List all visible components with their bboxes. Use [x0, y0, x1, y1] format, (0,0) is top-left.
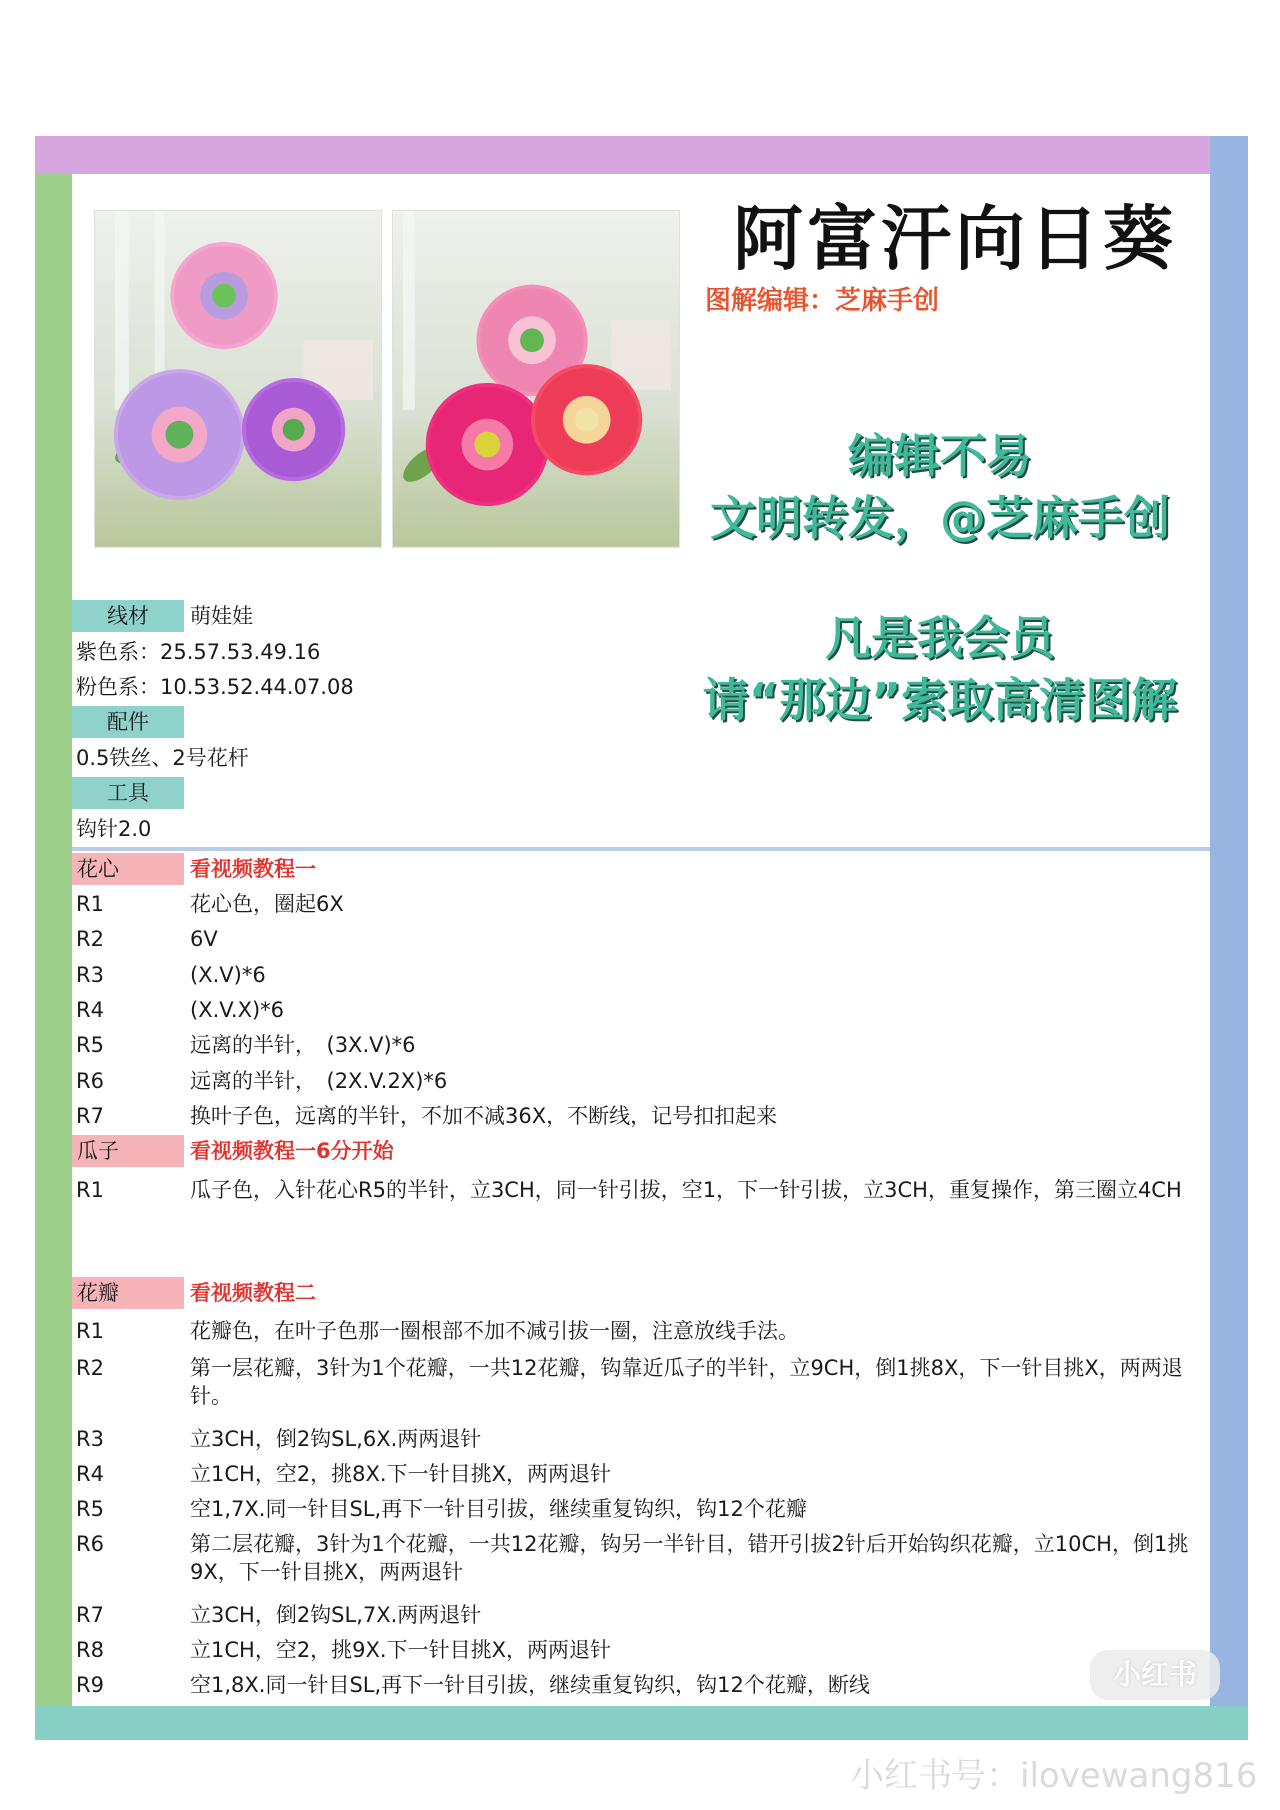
tool-label: 工具	[72, 777, 184, 809]
round-instruction: 空1,7X.同一针目SL,再下一针目引拔，继续重复钩织，钩12个花瓣	[190, 1497, 807, 1521]
promo-line-2: 文明转发，@芝麻手创	[710, 491, 1170, 545]
round-label: R6	[76, 1532, 104, 1556]
photo-pink-flowers	[392, 210, 680, 548]
round-instruction: 第一层花瓣，3针为1个花瓣，一共12花瓣，钩靠近瓜子的半针，立9CH，倒1挑8X，下一针目挑X，两两退针。	[190, 1356, 1183, 1408]
photo-purple-flowers	[94, 210, 382, 548]
round-instruction: 花心色，圈起6X	[190, 892, 344, 916]
round-instruction: 花瓣色，在叶子色那一圈根部不加不减引拔一圈，注意放线手法。	[190, 1319, 799, 1343]
yarn-value: 萌娃娃	[190, 604, 253, 628]
round-label: R3	[76, 963, 104, 987]
section-label-seed: 瓜子	[72, 1135, 184, 1167]
round-instruction: 瓜子色，入针花心R5的半针，立3CH，同一针引拔，空1，下一针引拔，立3CH，重复操作，第三圈立4CH	[190, 1178, 1182, 1202]
accessory-label: 配件	[72, 706, 184, 738]
round-instruction: 立1CH，空2，挑9X.下一针目挑X，两两退针	[190, 1638, 611, 1662]
round-instruction: 第二层花瓣，3针为1个花瓣，一共12花瓣，钩另一半针目，错开引拔2针后开始钩织花瓣，立10CH，倒1挑9X，下一针目挑X，两两退针	[190, 1532, 1189, 1584]
watermark-id-line: 小红书号：ilovewang816	[850, 1756, 1258, 1796]
round-label: R6	[76, 1069, 104, 1093]
round-label: R2	[76, 927, 104, 951]
round-instruction: 立1CH，空2，挑8X.下一针目挑X，两两退针	[190, 1462, 611, 1486]
section-title-flower-center: 看视频教程一	[190, 857, 316, 881]
round-label: R3	[76, 1427, 104, 1451]
round-label: R9	[76, 1673, 104, 1697]
yarn-label: 线材	[72, 600, 184, 632]
watermark-badge: 小红书	[1090, 1650, 1220, 1700]
frame-top-bar	[35, 136, 1210, 174]
round-instruction: 远离的半针， (2X.V.2X)*6	[190, 1069, 448, 1093]
round-instruction: 立3CH，倒2钩SL,7X.两两退针	[190, 1603, 482, 1627]
round-instruction: (X.V)*6	[190, 963, 266, 987]
section-divider	[72, 847, 1210, 851]
section-label-flower-center: 花心	[72, 853, 184, 885]
round-instruction: 空1,8X.同一针目SL,再下一针目引拔，继续重复钩织，钩12个花瓣，断线	[190, 1673, 870, 1697]
promo-line-1: 编辑不易	[848, 429, 1032, 483]
page-title: 阿富汗向日葵	[733, 198, 1177, 280]
round-instruction: (X.V.X)*6	[190, 998, 285, 1022]
round-label: R1	[76, 1178, 104, 1202]
round-label: R2	[76, 1356, 104, 1380]
promo-line-4: 请“那边”索取高清图解	[702, 673, 1178, 727]
promo-line-3: 凡是我会员	[825, 611, 1055, 665]
round-label: R1	[76, 1319, 104, 1343]
frame-right-bar	[1210, 136, 1248, 1740]
round-instruction: 立3CH，倒2钩SL,6X.两两退针	[190, 1427, 482, 1451]
frame-bottom-bar	[35, 1706, 1248, 1740]
frame-left-bar	[35, 174, 72, 1740]
tool-value: 钩针2.0	[76, 817, 152, 841]
round-instruction: 6V	[190, 927, 218, 951]
round-label: R7	[76, 1603, 104, 1627]
round-label: R5	[76, 1033, 104, 1057]
section-label-petal: 花瓣	[72, 1277, 184, 1309]
round-label: R7	[76, 1104, 104, 1128]
pink-color-line: 粉色系：10.53.52.44.07.08	[76, 675, 354, 699]
section-title-seed: 看视频教程一6分开始	[190, 1139, 394, 1163]
round-label: R1	[76, 892, 104, 916]
round-label: R4	[76, 1462, 104, 1486]
purple-color-line: 紫色系：25.57.53.49.16	[76, 640, 321, 664]
round-instruction: 远离的半针， (3X.V)*6	[190, 1033, 416, 1057]
section-title-petal: 看视频教程二	[190, 1281, 316, 1305]
round-instruction: 换叶子色，远离的半针，不加不减36X，不断线，记号扣扣起来	[190, 1104, 778, 1128]
round-label: R4	[76, 998, 104, 1022]
round-label: R5	[76, 1497, 104, 1521]
round-label: R8	[76, 1638, 104, 1662]
accessory-value: 0.5铁丝、2号花杆	[76, 746, 249, 770]
editor-credit: 图解编辑：芝麻手创	[705, 286, 940, 316]
